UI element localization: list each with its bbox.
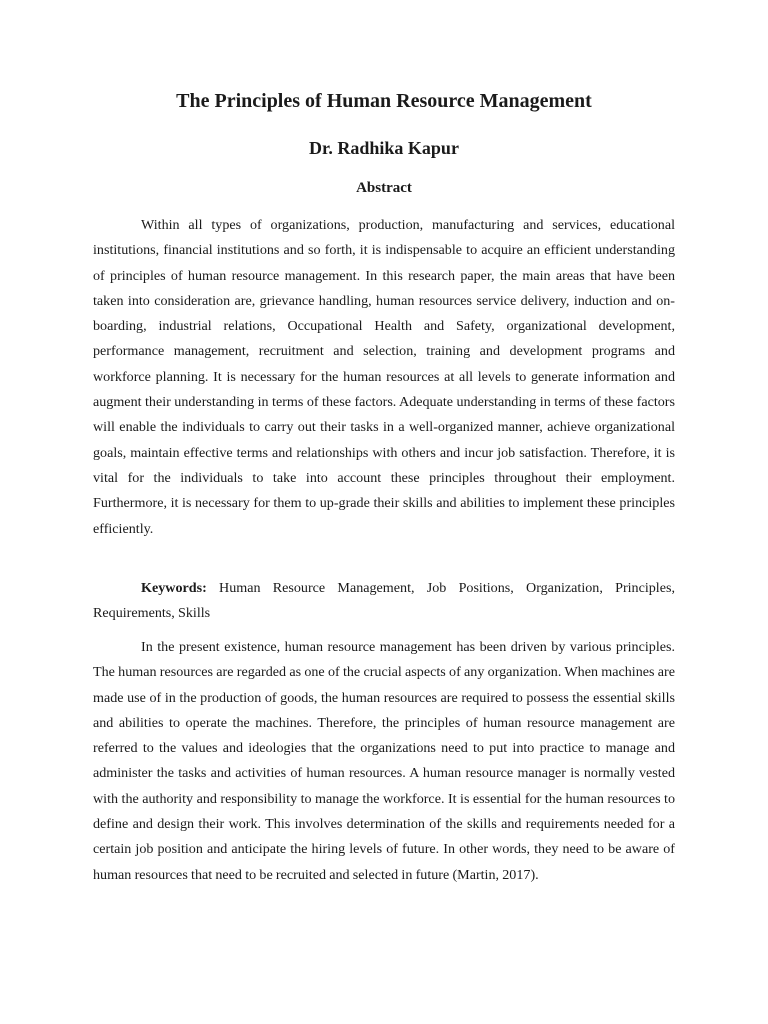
- abstract-paragraph: Within all types of organizations, production, manufacturing and services, educational institutions, financial institutions and so forth, it is indispensable to acquire an efficient understanding of principles of human resource management. In this research paper, the main areas that have been taken into consideration are, grievance handling, human resources service delivery, induction and on-boarding, industrial relations, Occupational Health and Safety, organizational development, performance management, recruitment and selection, training and development programs and workforce planning. It is necessary for the human resources at all levels to generate information and augment their understanding in terms of these factors. Adequate understanding in terms of these factors will enable the individuals to carry out their tasks in a well-organized manner, achieve organizational goals, maintain effective terms and relationships with others and incur job satisfaction. Therefore, it is vital for the individuals to take into account these principles throughout their employment. Furthermore, it is necessary for them to up-grade their skills and abilities to implement these principles efficiently.: [93, 217, 675, 537]
- keywords-label: Keywords:: [141, 580, 207, 596]
- body-paragraph: In the present existence, human resource management has been driven by various principles. The human resources are regarded as one of the crucial aspects of any organization. When machines are made use of in the production of goods, the human resources are required to possess the essential skills and abilities to operate the machines. Therefore, the principles of human resource management are referred to the values and ideologies that the organizations need to put into practice to manage and administer the tasks and activities of human resources. A human resource manager is normally vested with the authority and responsibility to manage the workforce. It is essential for the human resources to define and design their work. This involves determination of the skills and requirements needed for a certain job position and anticipate the hiring levels of future. In other words, they need to be aware of human resources that need to be recruited and selected in future (Martin, 2017).: [93, 639, 675, 883]
- paper-title: The Principles of Human Resource Management: [176, 90, 592, 112]
- author-name: Dr. Radhika Kapur: [309, 138, 459, 158]
- abstract-heading: Abstract: [356, 180, 412, 196]
- keywords-paragraph: [93, 576, 675, 627]
- keywords-list: Human Resource Management, Job Positions, Organization, Principles, Requirements, Skills: [93, 580, 675, 622]
